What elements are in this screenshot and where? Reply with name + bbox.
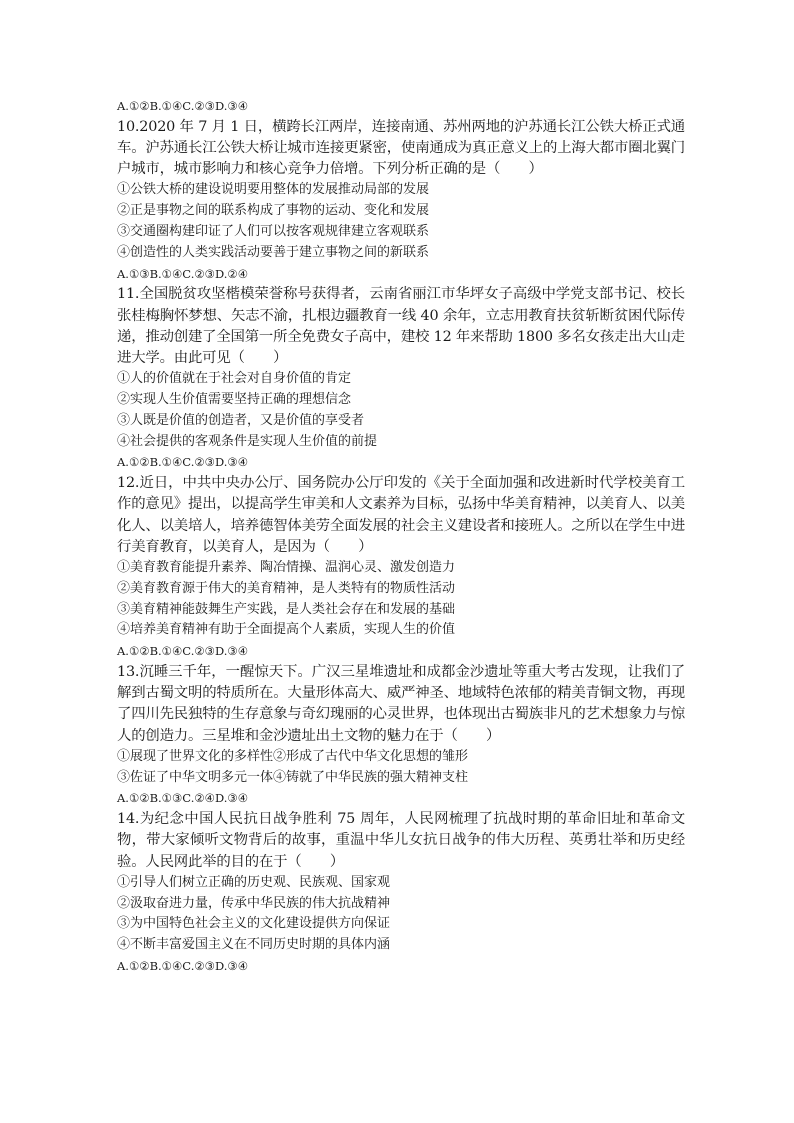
answer-choices: A.①③B.①④C.②③D.②④ [117, 266, 249, 281]
option-3: ③美育精神能鼓舞生产实践，是人类社会存在和发展的基础 [117, 601, 456, 617]
option-1: ①人的价值就在于社会对自身价值的肯定 [117, 371, 352, 387]
option-3: ③交通圈构建印证了人们可以按客观规律建立客观联系 [117, 224, 430, 239]
question-stem: 14.为纪念中国人民抗日战争胜利 75 周年，人民网梳理了抗战时期的革命旧址和革命文物，带大家倾听文物背后的故事，重温中华儿女抗日战争的伟大历程、英勇壮举和历史经验。人民网此举的目的在于（ ） [117, 811, 685, 870]
option-4: ④社会提供的客观条件是实现人生价值的前提 [117, 433, 378, 449]
question-10 [117, 117, 685, 285]
question-stem: 13.沉睡三千年，一醒惊天下。广汉三星堆遗址和成都金沙遗址等重大考古发现，让我们了解到古蜀文明的特质所在。大量形体高大、威严神圣、地域特色浓郁的精美青铜文物，再现了四川先民独特的生存意象与奇幻瑰丽的心灵世界，也体现出古蜀族非凡的艺术想象力与惊人的创造力。三星堆和金沙遗址出土文物的魅力在于（ ） [117, 663, 685, 744]
question-stem: 12.近日，中共中央办公厅、国务院办公厅印发的《关于全面加强和改进新时代学校美育工作的意见》提出，以提高学生审美和人文素养为目标，弘扬中华美育精神，以美育人、以美化人、以美培人，培养德智体美劳全面发展的社会主义建设者和接班人。之所以在学生中进行美育教育，以美育人，是因为（ ） [117, 475, 685, 555]
option-4: ④培养美育精神有助于全面提高个人素质，实现人生的价值 [117, 622, 456, 638]
answer-choices: A.①②B.①④C.②③D.③④ [117, 958, 249, 973]
question-12 [117, 473, 685, 662]
option-1: ①引导人们树立正确的历史观、民族观、国家观 [117, 874, 391, 890]
option-1-2: ①展现了世界文化的多样性②形成了古代中华文化思想的雏形 [117, 748, 469, 764]
option-1: ①公铁大桥的建设说明要用整体的发展推动局部的发展 [117, 182, 430, 198]
question-11 [117, 284, 685, 473]
question-stem: 11.全国脱贫攻坚楷模荣誉称号获得者，云南省丽江市华坪女子高级中学党支部书记、校长张桂梅胸怀梦想、矢志不渝，扎根边疆教育一线 40 余年，立志用教育扶贫斩断贫困代际传递，推动创建了全国第一所全免费女子高中，建校 12 年来帮助 1800 多名女孩走出大山走进大学。由此可见（ ） [117, 286, 685, 366]
option-2: ②美育教育源于伟大的美育精神，是人类特有的物质性活动 [117, 580, 456, 596]
answer-choices: A.①②B.①③C.②④D.③④ [117, 791, 249, 806]
answer-choices: A.①②B.①④C.②③D.③④ [117, 455, 249, 470]
option-3: ③人既是价值的创造者，又是价值的享受者 [117, 412, 365, 428]
option-4: ④不断丰富爱国主义在不同历史时期的具体内涵 [117, 937, 391, 953]
option-2: ②汲取奋进力量，传承中华民族的伟大抗战精神 [117, 895, 391, 911]
option-3-4: ③佐证了中华文明多元一体④铸就了中华民族的强大精神支柱 [117, 769, 469, 785]
option-2: ②正是事物之间的联系构成了事物的运动、变化和发展 [117, 203, 430, 219]
question-13 [117, 662, 685, 809]
question-stem: 10.2020 年 7 月 1 日，横跨长江两岸，连接南通、苏州两地的沪苏通长江公铁大桥正式通车。沪苏通长江公铁大桥让城市连接更紧密，使南通成为真正意义上的上海大都市圈北翼门户城市，城市影响力和核心竞争力倍增。下列分析正确的是（ ） [117, 118, 685, 178]
option-1: ①美育教育能提升素养、陶冶情操、温润心灵、激发创造力 [117, 560, 456, 575]
option-3: ③为中国特色社会主义的文化建设提供方向保证 [117, 916, 391, 932]
option-2: ②实现人生价值需要坚持正确的理想信念 [117, 392, 352, 407]
question-14 [117, 809, 685, 977]
option-4: ④创造性的人类实践活动要善于建立事物之间的新联系 [117, 244, 430, 260]
answer-choices-q9: A.①②B.①④C.②③D.③④ [117, 99, 249, 113]
answer-choices: A.①②B.①④C.②③D.③④ [117, 644, 249, 659]
exam-page [117, 96, 685, 977]
